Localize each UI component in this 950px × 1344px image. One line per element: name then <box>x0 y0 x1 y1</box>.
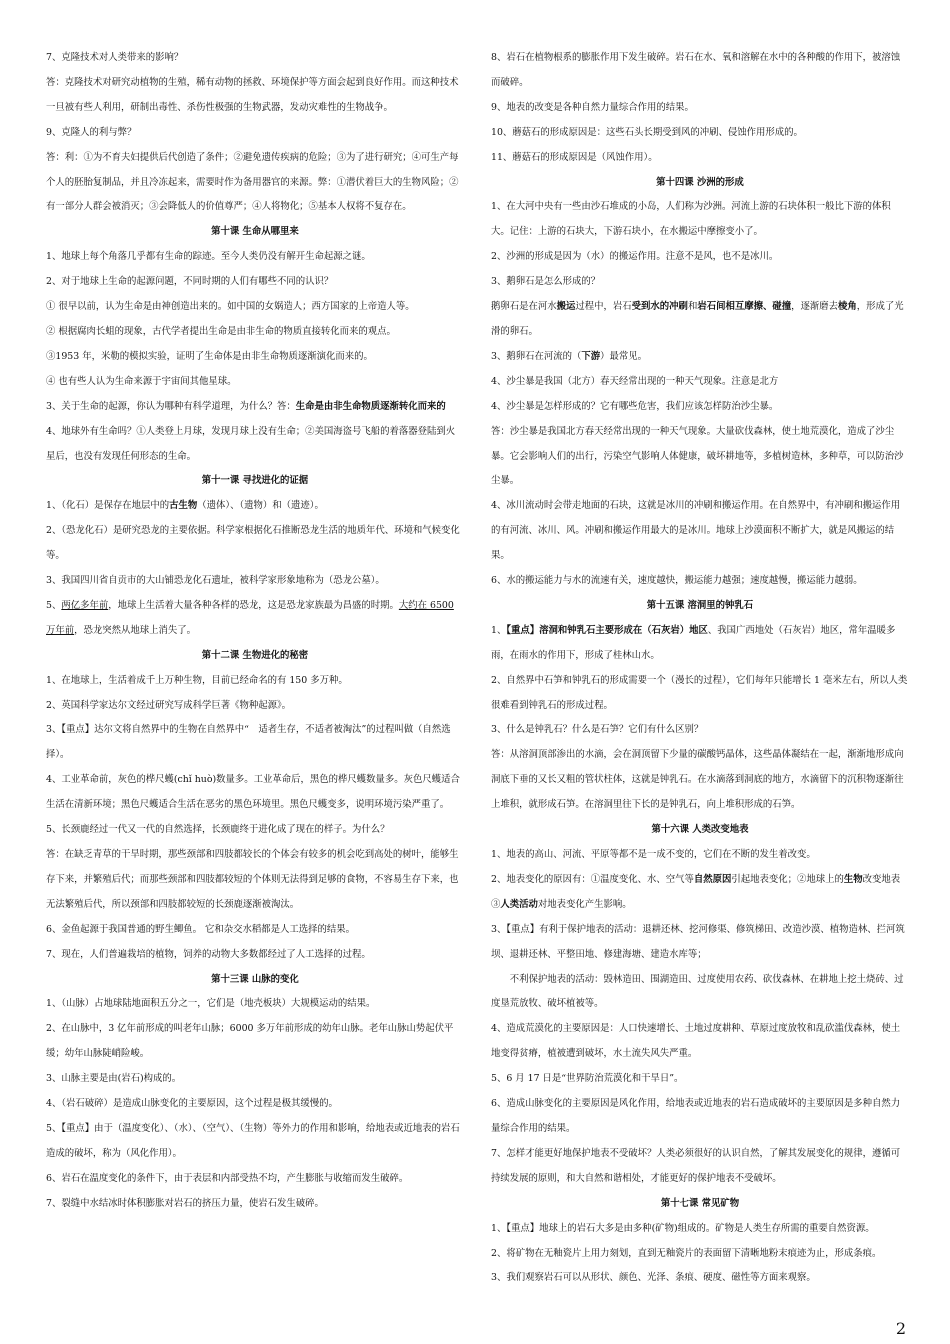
right-paragraph: 鹅卵石是在河水搬运过程中，岩石受到水的冲刷和岩石间相互摩擦、碰撞，逐渐磨去棱角，形成了光滑的卵石。 <box>491 301 904 337</box>
right-paragraph: 2、沙洲的形成是因为（水）的搬运作用。注意不是风，也不是冰川。 <box>491 251 779 263</box>
right-paragraph: 2、自然界中石笋和钟乳石的形成需要一个（漫长的过程），它们每年只能增长 1 毫米左右，所以人类很难看到钟乳石的形成过程。 <box>491 674 908 711</box>
right-paragraph: 4、沙尘暴是我国（北方）春天经常出现的一种天气现象。注意是北方 <box>491 375 779 387</box>
right-column <box>491 46 909 1291</box>
left-paragraph: ④ 也有些人认为生命来源于宇宙间其他星球。 <box>46 375 237 387</box>
left-paragraph: ③1953 年，米勒的模拟实验，证明了生命体是由非生命物质逐渐演化而来的。 <box>46 350 373 362</box>
right-lesson-heading: 第十五课 溶洞里的钟乳石 <box>646 599 754 611</box>
right-paragraph: 9、地表的改变是各种自然力量综合作用的结果。 <box>491 101 694 113</box>
left-paragraph: 2、对于地球上生命的起源问题，不同时期的人们有哪些不同的认识？ <box>46 276 334 288</box>
left-paragraph: ① 很早以前，认为生命是由神创造出来的。如中国的女娲造人；西方国家的上帝造人等。 <box>46 301 415 313</box>
right-paragraph: 4、冰川流动时会带走地面的石块，这就是冰川的冲刷和搬运作用。在自然界中，有冲刷和搬运作用的有河流、冰川、风。冲刷和搬运作用最大的是冰川。地球上沙漠面积不断扩大，就是风搬运的结果。 <box>491 500 901 562</box>
left-paragraph: 3、山脉主要是由(岩石)构成的。 <box>46 1073 182 1085</box>
left-paragraph: 1、（化石）是保存在地层中的古生物（遗体）、（遗物）和（遗迹）。 <box>46 500 324 512</box>
left-paragraph: 6、金鱼起源于我国普通的野生鲫鱼。 它和杂交水稻都是人工选择的结果。 <box>46 923 355 935</box>
left-paragraph: 1、地球上每个角落几乎都有生命的踪迹。至今人类仍没有解开生命起源之谜。 <box>46 251 371 263</box>
left-paragraph: 4、（岩石破碎）是造成山脉变化的主要原因，这个过程是极其缓慢的。 <box>46 1098 338 1110</box>
left-paragraph: ② 根据腐肉长蛆的现象，古代学者提出生命是由非生命的物质直接转化而来的观点。 <box>46 325 396 337</box>
right-paragraph: 3、什么是钟乳石？什么是石笋？它们有什么区别？ <box>491 724 704 736</box>
left-lesson-heading: 第十三课 山脉的变化 <box>211 973 299 985</box>
left-paragraph: 3、关于生命的起源，你认为哪种有科学道理，为什么？答：生命是由非生命物质逐渐转化而来的 <box>46 400 446 412</box>
right-paragraph: 1、【重点】地球上的岩石大多是由多种(矿物)组成的。矿物是人类生存所需的重要自然资源。 <box>491 1222 875 1234</box>
left-paragraph: 5、长颈鹿经过一代又一代的自然选择，长颈鹿终于进化成了现在的样子。为什么？ <box>46 824 390 836</box>
left-paragraph: 1、（山脉）占地球陆地面积五分之一，它们是（地壳板块）大规模运动的结果。 <box>46 998 376 1010</box>
left-paragraph: 2、在山脉中，3 亿年前形成的叫老年山脉；6000 多万年前形成的幼年山脉。老年山脉山势起伏平缓；幼年山脉陡峭险峻。 <box>46 1023 454 1060</box>
right-paragraph: 2、地表变化的原因有：①温度变化、水、空气等自然原因引起地表变化；②地球上的生物改变地表③人类活动对地表变化产生影响。 <box>491 873 901 910</box>
right-lesson-heading: 第十六课 人类改变地表 <box>651 824 749 836</box>
left-paragraph: 7、裂缝中水结冰时体积膨胀对岩石的挤压力量，使岩石发生破碎。 <box>46 1197 324 1209</box>
right-paragraph: 答：从溶洞顶部渗出的水滴，会在洞顶留下少量的碳酸钙晶体，这些晶体凝结在一起，渐渐地形成向洞底下垂的又长又粗的管状柱体，这就是钟乳石。在水滴落到洞底的地方，水滴留下的沉积物逐渐往上堆积，就形成石笋。在溶洞里往下长的是钟乳石，向上堆积形成的石笋。 <box>491 749 904 811</box>
left-paragraph: 6、岩石在温度变化的条件下，由于表层和内部受热不均，产生膨胀与收缩而发生破碎。 <box>46 1172 409 1184</box>
left-paragraph: 2、（恐龙化石）是研究恐龙的主要依据。科学家根据化石推断恐龙生活的地质年代、环境和气候变化等。 <box>46 525 460 562</box>
right-paragraph: 4、沙尘暴是怎样形成的？它有哪些危害，我们应该怎样防治沙尘暴。 <box>491 400 779 412</box>
left-lesson-heading: 第十一课 寻找进化的证据 <box>201 475 309 487</box>
left-paragraph: 4、地球外有生命吗？①人类登上月球，发现月球上没有生命；②美国海盗号飞船的着落器登陆到火星后，也没有发现任何形态的生命。 <box>46 425 456 462</box>
right-paragraph: 7、怎样才能更好地保护地表不受破坏？人类必须很好的认识自然，了解其发展变化的规律，遵循可持续发展的原则，和大自然和谐相处，才能更好的保护地表不受破坏。 <box>491 1147 901 1184</box>
left-paragraph: 答：在缺乏青草的干旱时期，那些颈部和四肢都较长的个体会有较多的机会吃到高处的树叶，能够生存下来，并繁殖后代；而那些颈部和四肢都较短的个体则无法得到足够的食物，不容易生存下来，也无法繁殖后代，所以颈部和四肢都较短的长颈鹿逐渐被淘汰。 <box>46 849 459 910</box>
left-paragraph: 9、克隆人的利与弊？ <box>46 126 137 138</box>
right-lesson-heading: 第十四课 沙洲的形成 <box>656 176 744 188</box>
right-paragraph: 11、蘑菇石的形成原因是（风蚀作用）。 <box>491 151 658 163</box>
left-column <box>46 46 464 1217</box>
right-paragraph: 5、6 月 17 日是“世界防治荒漠化和干旱日”。 <box>491 1073 684 1085</box>
right-paragraph: 3、鹅卵石在河流的（下游）最常见。 <box>491 350 647 362</box>
right-paragraph: 3、我们观察岩石可以从形状、颜色、光泽、条痕、硬度、磁性等方面来观察。 <box>491 1272 816 1284</box>
left-paragraph: 2、英国科学家达尔文经过研究写成科学巨著《物种起源》。 <box>46 699 292 711</box>
left-paragraph: 7、现在，人们普遍栽培的植物，饲养的动物大多数都经过了人工选择的过程。 <box>46 948 371 960</box>
right-paragraph: 3、【重点】有利于保护地表的活动：退耕还林、挖河修渠、修筑梯田、改造沙漠、植物造林、拦河筑坝、退耕还林、平整田地、修建海塘、建造水库等； <box>491 923 905 960</box>
right-paragraph: 10、蘑菇石的形成原因是：这些石头长期受到风的冲刷、侵蚀作用形成的。 <box>491 126 803 138</box>
right-paragraph: 2、将矿物在无釉瓷片上用力刻划，直到无釉瓷片的表面留下清晰地粉末痕迹为止，形成条痕。 <box>491 1247 882 1259</box>
left-lesson-heading: 第十二课 生物进化的秘密 <box>201 649 309 661</box>
left-lesson-heading: 第十课 生命从哪里来 <box>211 226 299 238</box>
right-paragraph: 3、鹅卵石是怎么形成的？ <box>491 276 601 288</box>
left-paragraph: 1、在地球上，生活着成千上万种生物，目前已经命名的有 150 多万种。 <box>46 674 348 686</box>
left-paragraph: 5、两亿多年前，地球上生活着大量各种各样的恐龙，这是恐龙家族最为昌盛的时期。大约在 6500 万年前，恐龙突然从地球上消失了。 <box>46 599 454 636</box>
left-paragraph: 7、克隆技术对人类带来的影响？ <box>46 52 184 63</box>
right-paragraph: 答：沙尘暴是我国北方春天经常出现的一种天气现象。大量砍伐森林，使土地荒漠化，造成了沙尘暴。它会影响人们的出行，污染空气影响人体健康，破坏耕地等，多植树造林，多种草，可以防治沙尘暴。 <box>491 425 904 487</box>
right-paragraph: 1、在大河中央有一些由沙石堆成的小岛，人们称为沙洲。河流上游的石块体积一般比下游的体积大。记住：上游的石块大，下游石块小，在水搬运中摩擦变小了。 <box>491 201 891 238</box>
left-paragraph: 3、【重点】达尔文将自然界中的生物在自然界中“ 适者生存，不适者被淘汰”的过程叫做（自然选择）。 <box>46 724 451 761</box>
left-paragraph: 答：克隆技术对研究动植物的生殖，稀有动物的拯救、环境保护等方面会起到良好作用。而这种技术一旦被有些人利用，研制出毒性、杀伤性极强的生物武器，发动灾难性的生物战争。 <box>46 76 459 113</box>
left-paragraph: 3、我国四川省自贡市的大山铺恐龙化石遗址，被科学家形象地称为（恐龙公墓）。 <box>46 575 385 587</box>
right-paragraph: 1、地表的高山、河流、平原等都不是一成不变的，它们在不断的发生着改变。 <box>491 849 816 860</box>
right-paragraph: 1、【重点】溶洞和钟乳石主要形成在（石灰岩）地区、我国广西地处（石灰岩）地区，常年温暖多雨，在雨水的作用下，形成了桂林山水。 <box>491 624 896 661</box>
left-paragraph: 5、【重点】由于（温度变化）、（水）、（空气）、（生物）等外力的作用和影响，给地表或近地表的岩石造成的破坏，称为（风化作用）。 <box>46 1122 460 1159</box>
right-paragraph: 6、水的搬运能力与水的流速有关，速度越快，搬运能力越强；速度越慢，搬运能力越弱。 <box>491 575 863 587</box>
right-paragraph: 不利保护地表的活动：毁林造田、围湖造田、过度使用农药、砍伐森林、在耕地上挖土烧砖、过度垦荒放牧、破坏植被等。 <box>491 973 904 1010</box>
right-lesson-heading: 第十七课 常见矿物 <box>660 1197 740 1209</box>
page-number: 2 <box>895 1319 906 1338</box>
right-paragraph: 6、造成山脉变化的主要原因是风化作用，给地表或近地表的岩石造成破坏的主要原因是多种自然力量综合作用的结果。 <box>491 1098 901 1134</box>
right-paragraph: 8、岩石在植物根系的膨胀作用下发生破碎。岩石在水、氧和溶解在水中的各种酸的作用下，被溶蚀而破碎。 <box>491 52 901 88</box>
left-paragraph: 4、工业革命前，灰色的桦尺蠖(chǐ huò)数量多。工业革命后，黑色的桦尺蠖数量多。灰色尺蠖适合生活在清新环境；黑色尺蠖适合生活在恶劣的黑色环境里。黑色尺蠖变多，说明环境污染严重了。 <box>46 774 460 811</box>
left-paragraph: 答：利：①为不育夫妇提供后代创造了条件；②避免遗传疾病的危险；③为了进行研究；④可生产每个人的胚胎复制品，并且冷冻起来，需要时作为备用器官的来源。弊：①潜伏着巨大的生物风险；②有一部分人群会被消灭；③会降低人的价值尊严；④人将物化；⑤基本人权将不复存在。 <box>46 151 459 213</box>
right-paragraph: 4、造成荒漠化的主要原因是：人口快速增长、土地过度耕种、草原过度放牧和乱砍滥伐森林，使土地变得贫瘠，植被遭到破坏，水土流失风失严重。 <box>491 1023 901 1060</box>
